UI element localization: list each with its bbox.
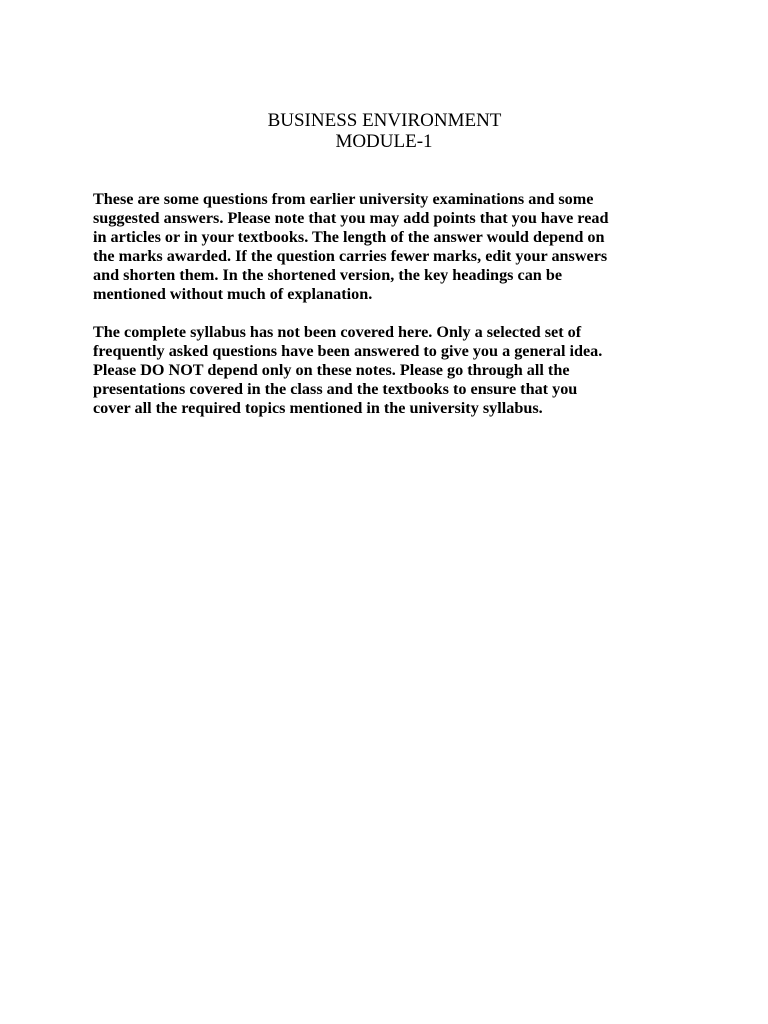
paragraph-line: presentations covered in the class and the textbooks to ensure that you (93, 380, 578, 398)
paragraph-line: Please DO NOT depend only on these notes. Please go through all the (93, 361, 570, 379)
paragraph-line: and shorten them. In the shortened version, the key headings can be (93, 266, 563, 284)
intro-paragraph (93, 190, 693, 304)
paragraph-line: in articles or in your textbooks. The length of the answer would depend on (93, 228, 605, 246)
document-title (0, 110, 768, 152)
paragraph-line: suggested answers. Please note that you may add points that you have read (93, 209, 609, 227)
title-line-subject: BUSINESS ENVIRONMENT (267, 110, 502, 131)
paragraph-line: The complete syllabus has not been covered here. Only a selected set of (93, 323, 582, 341)
title-line-module: MODULE-1 (335, 131, 433, 152)
paragraph-line: the marks awarded. If the question carries fewer marks, edit your answers (93, 247, 608, 265)
document-body (93, 190, 693, 437)
syllabus-note-paragraph (93, 323, 693, 418)
paragraph-line: These are some questions from earlier university examinations and some (93, 190, 594, 208)
paragraph-line: cover all the required topics mentioned in the university syllabus. (93, 399, 543, 417)
paragraph-line: frequently asked questions have been answered to give you a general idea. (93, 342, 603, 360)
paragraph-line: mentioned without much of explanation. (93, 285, 373, 303)
